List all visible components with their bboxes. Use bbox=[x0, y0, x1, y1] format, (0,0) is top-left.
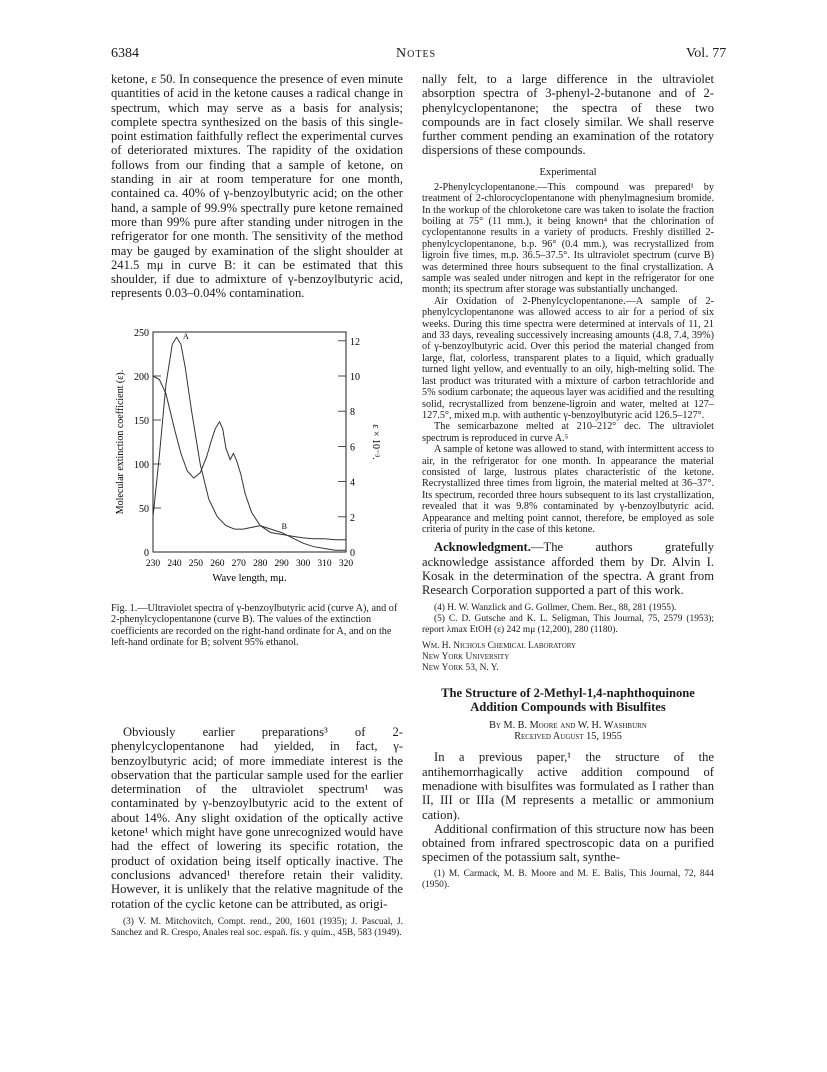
x-tick-label: 300 bbox=[295, 559, 311, 569]
x-tick-label: 290 bbox=[274, 559, 289, 569]
acknowledgment-text: —The authors gratefully acknowledge assistance afforded them by Dr. Alvin I. Kosak in the determination of the spectra. A grant from Research Corporation supported a part of this work. bbox=[422, 540, 714, 598]
footnote-3: (3) V. M. Mitchovitch, Compt. rend., 200, 1601 (1935); J. Pascual, J. Sanchez and R. Crespo, Anales real soc. españ. fís. y quím., 45B, 583 (1949). bbox=[111, 916, 403, 938]
x-tick-label: 250 bbox=[188, 559, 204, 569]
page-number: 6384 bbox=[111, 46, 139, 61]
article-title: The Structure of 2-Methyl-1,4-naphthoquinone Addition Compounds with Bisulfites bbox=[441, 685, 695, 714]
footnote-5: (5) C. D. Gutsche and K. L. Seligman, This Journal, 75, 2579 (1953); report λmax EtOH (ε) 242 mμ (12,200), 280 (1180). bbox=[422, 613, 714, 635]
x-tick-label: 320 bbox=[338, 559, 354, 569]
right-tick-label: 2 bbox=[350, 512, 355, 524]
received-date: Received August 15, 1955 bbox=[514, 730, 622, 742]
series-line-A bbox=[153, 337, 346, 550]
right-tick-label: 12 bbox=[350, 336, 360, 348]
right-tick-label: 10 bbox=[350, 372, 360, 383]
affiliation-line-3: New York 53, N. Y. bbox=[422, 662, 499, 673]
left-paragraph-1: ketone, ε 50. In consequence the presence of even minute quantities of acid in the ketone causes a radical change in spectrum, which may serve as a basis for analysis; complete spectra synthesized on the basis of this single-point estimation faithfully reflect the experimental curves of deteriorated mixtures. The rapidity of the oxidation follows from our finding that a sample of ketone, on standing in air at room temperature for one month, contained ca. 40% of γ-benzoylbutyric acid; on the other hand, a sample of 99.9% spectrally pure ketone remained more than 99% pure after standing under nitrogen in the refrigerator for one month. The sensitivity of the method may be gauged by examination of the slight shoulder at 241.5 mμ in curve B: it can be estimated that this shoulder, if due to admixture of γ-benzoylbutyric acid, represents 0.03–0.04% contamination. bbox=[111, 72, 403, 301]
affiliation-line-2: New York University bbox=[422, 651, 510, 662]
figure-caption: Fig. 1.—Ultraviolet spectra of γ-benzoylbutyric acid (curve A), and of 2-phenylcyclopentanone (curve B). The values of the extinction coefficients are recorded on the right-hand ordinate for A, and on the left-hand ordinate for B; solvent 95% ethanol. bbox=[111, 603, 398, 649]
experimental-para-2: Air Oxidation of 2-Phenylcyclopentanone.—A sample of 2-phenylcyclopentanone was allowed access to air for a period of six weeks. During this time spectra were determined at intervals of 11, 21 and 33 days, revealing successively increasing amounts (4.8, 7.4, 39%) of γ-benzoylbutyric acid. Over this period the material changed from large, flat, colorless, transparent plates to a liquid, which gradually turned light yellow, and eventually to an oily, high-melting solid. The last product was triturated with a mixture of carbon tetrachloride and 5% sodium carbonate; the aqueous layer was acidified and the resulting solid, recrystallized from benzene-ligroin and water, melted at 127–127.5°, mixed m.p. with authentic γ-benzoylbutyric acid 126.5–127°. bbox=[422, 295, 714, 421]
left-tick-label: 150 bbox=[134, 416, 149, 427]
figure-1 bbox=[111, 326, 403, 654]
x-tick-label: 230 bbox=[145, 559, 161, 569]
footnote-4: (4) H. W. Wanzlick and G. Gollmer, Chem. Ber., 88, 281 (1955). bbox=[434, 602, 677, 613]
series-label-B: B bbox=[281, 522, 288, 532]
x-tick-label: 240 bbox=[167, 559, 182, 569]
right-paragraph-1: nally felt, to a large difference in the ultraviolet absorption spectra of 3-phenyl-2-butanone and of 2-phenylcyclopentanone; the spectra of these two compounds are in fact closely similar. We shall reserve further comment pending an examination of the rotatory dispersions of these compounds. bbox=[422, 72, 714, 158]
x-tick-label: 310 bbox=[317, 559, 332, 569]
article-authors: By M. B. Moore and W. H. Washburn bbox=[489, 719, 647, 731]
body-paragraph-1: In a previous paper,¹ the structure of the antihemorrhagically active addition compound of menadione with bisulfites was formulated as I rather than II, III or IIIa (M represents a metallic or ammonium cation). bbox=[422, 750, 714, 822]
left-tick-label: 50 bbox=[139, 504, 149, 515]
right-tick-label: 4 bbox=[350, 477, 355, 489]
experimental-heading: Experimental bbox=[539, 166, 597, 178]
acknowledgment-label: Acknowledgment. bbox=[434, 540, 531, 555]
y-axis-label-right: ε × 10⁻³. bbox=[370, 424, 381, 460]
x-axis-label: Wave length, mμ. bbox=[212, 573, 287, 584]
right-tick-label: 0 bbox=[350, 548, 355, 559]
x-tick-label: 270 bbox=[231, 559, 246, 569]
footnote-1: (1) M. Carmack, M. B. Moore and M. E. Balis, This Journal, 72, 844 (1950). bbox=[422, 868, 714, 890]
left-tick-label: 100 bbox=[134, 460, 149, 471]
uv-spectrum-chart bbox=[111, 326, 403, 598]
right-column bbox=[422, 72, 714, 891]
plot-frame bbox=[153, 332, 346, 552]
right-tick-label: 6 bbox=[350, 442, 355, 454]
series-line-B bbox=[153, 376, 346, 540]
x-tick-label: 260 bbox=[210, 559, 225, 569]
left-column-lower bbox=[111, 725, 403, 939]
body-paragraph-2: Additional confirmation of this structure now has been obtained from infrared spectroscopic data on a purified specimen of the potassium salt, synthe- bbox=[422, 821, 714, 865]
experimental-para-3: The semicarbazone melted at 210–212° dec. The ultraviolet spectrum is reproduced in curve A.⁵ bbox=[422, 421, 714, 444]
x-tick-label: 280 bbox=[253, 559, 268, 569]
y-axis-label-left: Molecular extinction coefficient (ε). bbox=[115, 369, 126, 515]
left-tick-label: 200 bbox=[134, 372, 149, 383]
left-column bbox=[111, 72, 403, 301]
acknowledgment bbox=[422, 540, 714, 597]
volume-label: Vol. 77 bbox=[686, 46, 727, 61]
affiliation-line-1: Wm. H. Nichols Chemical Laboratory bbox=[422, 640, 577, 651]
experimental-para-4: A sample of ketone was allowed to stand, with intermittent access to air, in the refrigerator for one month. In appearance the material consisted of large, lustrous plates characteristic of the ketone. Recrystallized three times from ligroin, the material melted at 36–37°. Its spectrum, recorded three hours subsequent to its last crystallization, revealed that it was 9.8% contaminated by γ-benzoylbutyric acid. Appearance and melting point cannot, therefore, be employed as sole criteria of purity in the case of this ketone. bbox=[422, 444, 714, 535]
right-tick-label: 8 bbox=[350, 407, 355, 419]
left-tick-label: 0 bbox=[144, 548, 149, 559]
left-tick-label: 250 bbox=[134, 328, 149, 339]
experimental-para-1: 2-Phenylcyclopentanone.—This compound was prepared¹ by treatment of 2-chlorocyclopentanone with phenylmagnesium bromide. In the workup of the chloroketone care was taken to isolate the fraction boiling at 75° (11 mm.), it being known⁴ that the chlorination of cyclopentanone results in a variety of products. Freshly distilled 2-phenylcyclopentanone, b.p. 96° (0.4 mm.), was recrystallized from ligroin five times, m.p. 36.5–37.5°. Its ultraviolet spectrum (curve B) was determined three hours subsequent to the final crystallization. A sample was sealed under nitrogen and kept in the refrigerator for one month; its spectrum after storage was substantially unchanged. bbox=[422, 181, 714, 296]
left-paragraph-2: Obviously earlier preparations³ of 2-phenylcyclopentanone had yielded, in fact, γ-benzoylbutyric acid; of more immediate interest is the observation that the particular sample used for the earlier determination of the ultraviolet spectrum¹ was contaminated by γ-benzoylbutyric acid to the extent of about 14%. Any slight oxidation of the optically active ketone¹ which might have gone unrecognized would have had the effect of lowering its specific rotation, the product of oxidation being itself optically inactive. The conclusions advanced¹ therefore retain their validity. However, it is unlikely that the relative magnitude of the rotation of the cyclic ketone can be attributed, as origi- bbox=[111, 725, 403, 911]
series-label-A: A bbox=[183, 332, 189, 342]
running-head: Notes bbox=[396, 46, 437, 61]
